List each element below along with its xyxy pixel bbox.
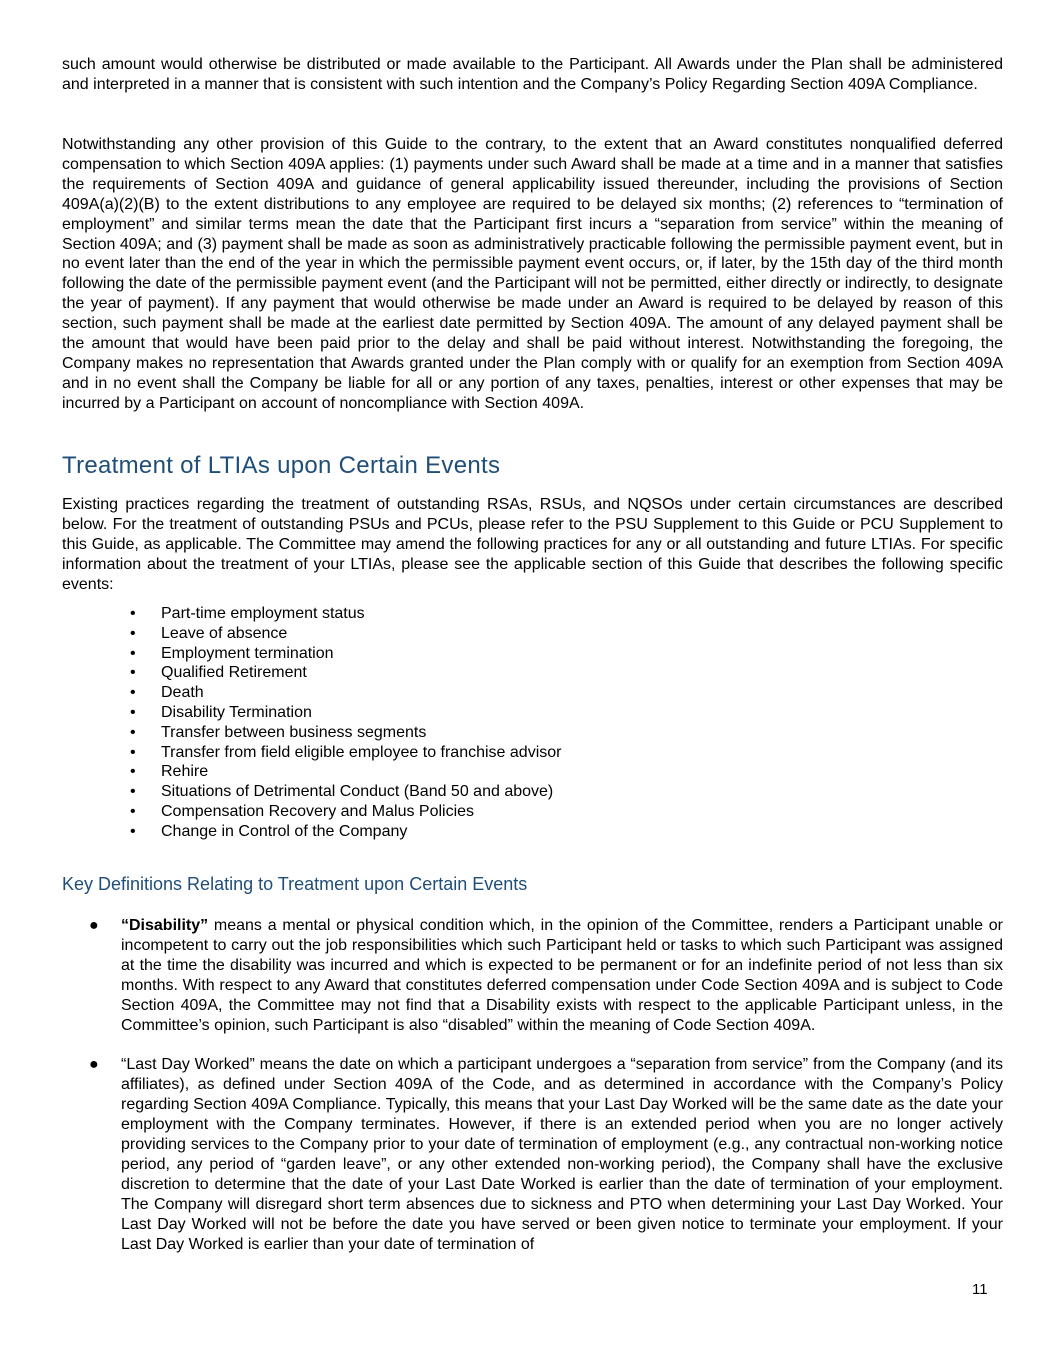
list-item: • Employment termination bbox=[133, 644, 561, 664]
list-item: • Death bbox=[133, 683, 561, 703]
section-heading: Treatment of LTIAs upon Certain Events bbox=[62, 452, 501, 479]
list-item: • Rehire bbox=[133, 762, 561, 782]
list-item: • Disability Termination bbox=[133, 703, 561, 723]
definition-text: means the date on which a participant undergoes a “separation from service” from the Company (and its affiliates), as defined under Section 409A of the Code, and as determined in accordance with the Company’s Policy regarding Section 409A Compliance. Typically, this means that your Last Day Worked will be the same date as the date your employment with the Company terminates. However, if there is an extended period when you are no longer actively providing services to the Company prior to your date of termination of employment (e.g., any contractual non-working notice period, any period of “garden leave”, or any other extended non-working period), the Company shall have the exclusive discretion to determine that the date of your Last Date Worked is earlier than the date of termination of your employment. The Company will disregard short term absences due to sickness and PTO when determining your Last Day Worked. Your Last Day Worked will not be before the date you have served or been given notice to terminate your employment. If your Last Day Worked is earlier than your date of termination of bbox=[121, 1056, 1003, 1253]
definition-text: means a mental or physical condition which, in the opinion of the Committee, renders a Participant unable or incompetent to carry out the job responsibilities which such Participant held or tasks to which such Participant was assigned at the time the disability was incurred and which is expected to be permanent or for an indefinite period of not less than six months. With respect to any Award that constitutes deferred compensation under Code Section 409A and is subject to Code Section 409A, the Committee may not find that a Disability exists with respect to the applicable Participant unless, in the Committee’s opinion, such Participant is also “disabled” within the meaning of Code Section 409A. bbox=[121, 917, 1003, 1034]
list-item: • Situations of Detrimental Conduct (Band 50 and above) bbox=[133, 782, 561, 802]
paragraph-409a-compliance: Notwithstanding any other provision of this Guide to the contrary, to the extent that an Award constitutes nonqualified deferred compensation to which Section 409A applies: (1) payments under such Award shall be made at a time and in a manner that satisfies the requirements of Section 409A and guidance of general applicability issued thereunder, including the provisions of Section 409A(a)(2)(B) to the extent distributions to any employee are required to be delayed six months; (2) references to “termination of employment” and similar terms mean the date that the Participant first incurs a “separation from service” within the meaning of Section 409A; and (3) payment shall be made as soon as administratively practicable following the permissible payment event, but in no event later than the end of the year in which the permissible payment event occurs, or, if later, by the 15th day of the third month following the date of the permissible payment event (and the Participant will not be permitted, either directly or indirectly, to designate the year of payment). If any payment that would otherwise be made under an Award is required to be delayed by reason of this section, such payment shall be made at the earliest date permitted by Section 409A. The amount of any delayed payment shall be the amount that would have been paid prior to the delay and shall be paid without interest. Notwithstanding the foregoing, the Company makes no representation that Awards granted under the Plan comply with or qualify for an exemption from Section 409A and in no event shall the Company be liable for all or any portion of any taxes, penalties, interest or other expenses that may be incurred by a Participant on account of noncompliance with Section 409A. bbox=[62, 136, 1003, 412]
definition-item bbox=[62, 1055, 1003, 1254]
paragraph-409a-intent: such amount would otherwise be distributed or made available to the Participant. All Awards under the Plan shall be administered and interpreted in a manner that is consistent with such intention and the Company’s Policy Regarding Section 409A Compliance. bbox=[62, 56, 1003, 93]
list-item: • Compensation Recovery and Malus Policies bbox=[133, 802, 561, 822]
section-intro: Existing practices regarding the treatment of outstanding RSAs, RSUs, and NQSOs under certain circumstances are described below. For the treatment of outstanding PSUs and PCUs, please refer to the PSU Supplement to this Guide or PCU Supplement to this Guide, as applicable. The Committee may amend the following practices for any or all outstanding and future LTIAs. For specific information about the treatment of your LTIAs, please see the applicable section of this Guide that describes the following specific events: bbox=[62, 496, 1003, 593]
list-item: • Transfer between business segments bbox=[133, 723, 561, 743]
definition-term: “Disability” bbox=[121, 917, 209, 934]
definition-term: “Last Day Worked” bbox=[121, 1056, 255, 1074]
definition-item bbox=[62, 916, 1003, 1035]
bullet-icon: ● bbox=[89, 917, 99, 934]
list-item: • Change in Control of the Company bbox=[133, 822, 561, 842]
events-list bbox=[133, 604, 561, 842]
list-item: • Part-time employment status bbox=[133, 604, 561, 624]
page-number: 11 bbox=[972, 1281, 988, 1298]
list-item: • Qualified Retirement bbox=[133, 663, 561, 683]
bullet-icon: ● bbox=[89, 1056, 99, 1074]
list-item: • Transfer from field eligible employee to franchise advisor bbox=[133, 743, 561, 763]
definitions-heading: Key Definitions Relating to Treatment upon Certain Events bbox=[62, 874, 528, 894]
list-item: • Leave of absence bbox=[133, 624, 561, 644]
definitions-list bbox=[62, 916, 1003, 1275]
